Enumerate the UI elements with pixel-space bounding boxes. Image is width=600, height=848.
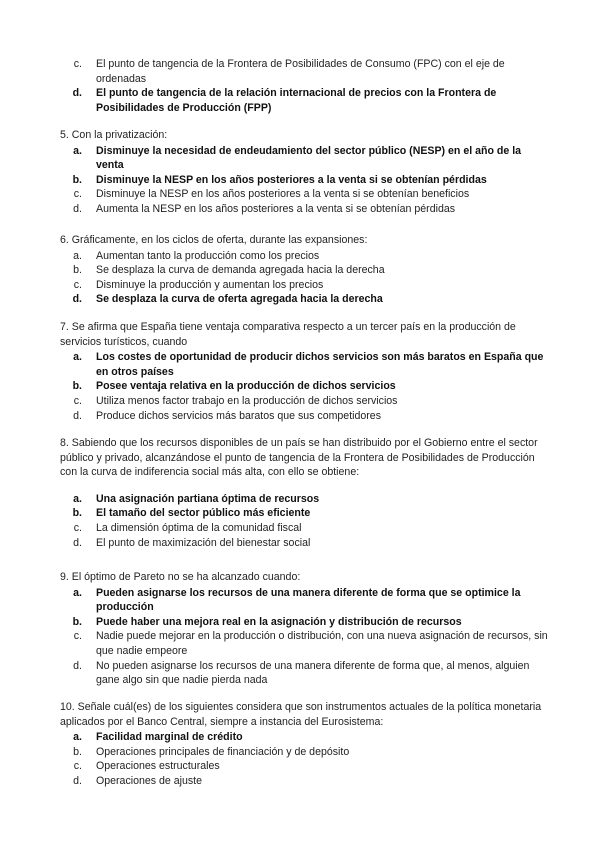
question-stem: 7. Se afirma que España tiene ventaja comparativa respecto a un tercer país en la producción de servicios turísticos, cuando (60, 321, 516, 348)
option-a (60, 249, 550, 264)
option-letter: d. (72, 293, 82, 306)
option-text: Posee ventaja relativa en la producción de dichos servicios (96, 380, 396, 393)
option-letter: c. (73, 278, 82, 291)
option-b-correct (60, 379, 550, 394)
option-text: No pueden asignarse los recursos de una manera diferente de forma que, al menos, alguien gane algo sin que nadie pierda nada (96, 659, 530, 687)
option-c (60, 278, 550, 293)
option-text: Pueden asignarse los recursos de una manera diferente de forma que se optimice la producción (96, 586, 521, 614)
option-c (60, 187, 550, 202)
question-9 (60, 570, 550, 688)
option-text: La dimensión óptima de la comunidad fiscal (96, 521, 302, 534)
option-text: Aumentan tanto la producción como los precios (96, 249, 320, 262)
option-d (60, 659, 550, 688)
option-a-correct (60, 144, 550, 173)
option-letter: b. (72, 615, 82, 628)
option-text: Operaciones principales de financiación y de depósito (96, 745, 350, 758)
option-letter: d. (73, 659, 82, 672)
option-d-correct (60, 86, 550, 115)
option-letter: a. (73, 351, 82, 364)
option-b-correct (60, 506, 550, 521)
option-letter: c. (73, 394, 82, 407)
option-text: El punto de tangencia de la Frontera de Posibilidades de Consumo (FPC) con el eje de ordenadas (96, 58, 505, 85)
option-d (60, 202, 550, 217)
option-text: Se desplaza la curva de demanda agregada hacia la derecha (96, 264, 385, 277)
option-letter: c. (73, 630, 82, 643)
option-c (60, 521, 550, 536)
option-letter: d. (73, 774, 82, 787)
option-c (60, 759, 550, 774)
question-4-continuation (60, 57, 550, 115)
option-b-correct (60, 173, 550, 188)
option-letter: b. (72, 380, 82, 393)
option-text: Aumenta la NESP en los años posteriores a la venta si se obtenían pérdidas (96, 202, 456, 215)
option-text: Produce dichos servicios más baratos que sus competidores (96, 409, 381, 422)
option-text: Se desplaza la curva de oferta agregada hacia la derecha (96, 293, 383, 306)
question-stem: 9. El óptimo de Pareto no se ha alcanzado cuando: (60, 571, 301, 583)
option-a-correct (60, 492, 550, 507)
question-stem: 8. Sabiendo que los recursos disponibles de un país se han distribuido por el Gobierno entre el sector público y privado, alcanzándose el punto de tangencia de la Frontera de Posibilidades de Producción con la curva de indiferencia social más alta, con ello se obtiene: (60, 437, 538, 479)
option-text: Operaciones de ajuste (96, 774, 203, 787)
option-text: Puede haber una mejora real en la asignación y distribución de recursos (96, 615, 462, 628)
option-text: Disminuye la producción y aumentan los precios (96, 278, 324, 291)
option-c (60, 629, 550, 658)
option-text: Una asignación partiana óptima de recursos (96, 492, 320, 505)
option-a-correct (60, 730, 550, 745)
option-d-correct (60, 292, 550, 307)
option-letter: c. (73, 521, 82, 534)
option-text: El punto de tangencia de la relación internacional de precios con la Frontera de Posibilidades de Producción (FPP) (96, 87, 497, 114)
option-a-correct (60, 350, 550, 379)
option-letter: b. (72, 507, 82, 520)
option-text: Nadie puede mejorar en la producción o distribución, con una nueva asignación de recursos, sin que nadie empeore (96, 630, 548, 657)
question-6 (60, 233, 550, 307)
option-letter: d. (73, 202, 82, 215)
question-5 (60, 128, 550, 217)
option-c (60, 57, 550, 86)
option-letter: d. (73, 536, 82, 549)
question-8 (60, 436, 550, 550)
option-letter: a. (73, 492, 82, 505)
option-letter: b. (72, 173, 82, 186)
option-text: Operaciones estructurales (96, 760, 220, 773)
option-text: El punto de maximización del bienestar social (96, 536, 311, 549)
option-text: Disminuye la necesidad de endeudamiento del sector público (NESP) en el año de la venta (96, 144, 522, 172)
option-text: Disminuye la NESP en los años posteriores a la venta si se obtenían beneficios (96, 188, 470, 201)
option-text: Los costes de oportunidad de producir dichos servicios son más baratos en España que en otros países (96, 351, 544, 378)
option-text: El tamaño del sector público más eficiente (96, 507, 311, 520)
option-text: Facilidad marginal de crédito (96, 731, 243, 744)
option-b (60, 263, 550, 278)
option-letter: a. (73, 249, 82, 262)
question-stem: 5. Con la privatización: (60, 129, 168, 141)
option-letter: a. (73, 586, 82, 599)
option-b (60, 745, 550, 760)
option-d (60, 536, 550, 551)
option-letter: d. (72, 87, 82, 100)
option-letter: b. (73, 264, 82, 277)
option-text: Utiliza menos factor trabajo en la producción de dichos servicios (96, 394, 398, 407)
question-7 (60, 320, 550, 423)
option-letter: b. (73, 745, 82, 758)
option-letter: c. (73, 58, 82, 70)
option-text: Disminuye la NESP en los años posteriores a la venta si se obtenían pérdidas (96, 173, 487, 186)
option-letter: c. (73, 188, 82, 201)
option-a-correct (60, 586, 550, 615)
option-letter: a. (73, 144, 82, 157)
option-c (60, 394, 550, 409)
option-d (60, 409, 550, 424)
option-letter: d. (73, 409, 82, 422)
option-letter: c. (73, 760, 82, 773)
question-stem: 6. Gráficamente, en los ciclos de oferta, durante las expansiones: (60, 234, 368, 246)
question-10 (60, 700, 550, 789)
option-d (60, 774, 550, 789)
option-letter: a. (73, 731, 82, 744)
question-stem: 10. Señale cuál(es) de los siguientes considera que son instrumentos actuales de la política monetaria aplicados por el Banco Central, siempre a instancia del Eurosistema: (60, 701, 542, 728)
option-b-correct (60, 615, 550, 630)
